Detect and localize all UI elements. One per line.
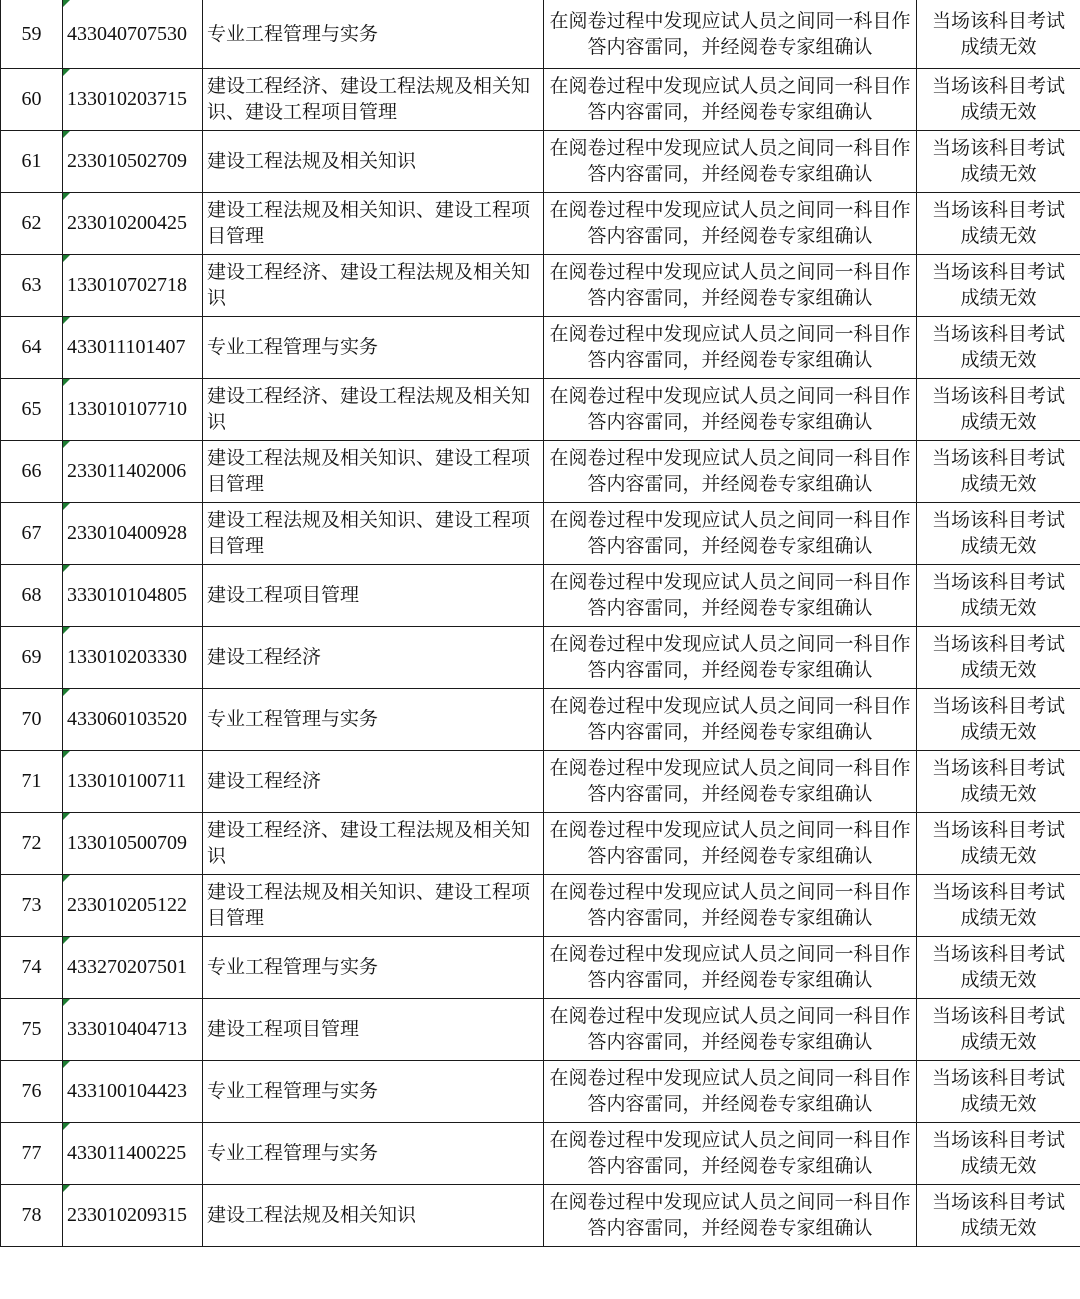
exam-subject: 建设工程法规及相关知识、建设工程项目管理 (203, 502, 544, 564)
violation-reason: 在阅卷过程中发现应试人员之间同一科目作答内容雷同，并经阅卷专家组确认 (544, 688, 917, 750)
row-number: 78 (1, 1184, 63, 1246)
candidate-id: 133010702718 (63, 254, 203, 316)
row-number: 69 (1, 626, 63, 688)
violation-reason: 在阅卷过程中发现应试人员之间同一科目作答内容雷同，并经阅卷专家组确认 (544, 812, 917, 874)
penalty-result: 当场该科目考试成绩无效 (917, 254, 1080, 316)
table-row (1, 440, 1080, 502)
candidate-id: 233011402006 (63, 440, 203, 502)
violation-reason: 在阅卷过程中发现应试人员之间同一科目作答内容雷同，并经阅卷专家组确认 (544, 564, 917, 626)
table-row (1, 936, 1080, 998)
table-row (1, 998, 1080, 1060)
table-row (1, 812, 1080, 874)
penalty-result: 当场该科目考试成绩无效 (917, 1184, 1080, 1246)
table-row (1, 378, 1080, 440)
violation-reason: 在阅卷过程中发现应试人员之间同一科目作答内容雷同，并经阅卷专家组确认 (544, 1184, 917, 1246)
exam-subject: 建设工程经济、建设工程法规及相关知识 (203, 812, 544, 874)
violation-reason: 在阅卷过程中发现应试人员之间同一科目作答内容雷同，并经阅卷专家组确认 (544, 316, 917, 378)
table-row (1, 316, 1080, 378)
row-number: 65 (1, 378, 63, 440)
penalty-result: 当场该科目考试成绩无效 (917, 192, 1080, 254)
table-row (1, 626, 1080, 688)
violation-reason: 在阅卷过程中发现应试人员之间同一科目作答内容雷同，并经阅卷专家组确认 (544, 502, 917, 564)
exam-subject: 建设工程项目管理 (203, 998, 544, 1060)
candidate-id: 433011101407 (63, 316, 203, 378)
penalty-result: 当场该科目考试成绩无效 (917, 750, 1080, 812)
penalty-result: 当场该科目考试成绩无效 (917, 68, 1080, 130)
table-body (1, 0, 1080, 1246)
exam-subject: 专业工程管理与实务 (203, 1122, 544, 1184)
exam-subject: 建设工程法规及相关知识 (203, 1184, 544, 1246)
exam-subject: 专业工程管理与实务 (203, 316, 544, 378)
penalty-result: 当场该科目考试成绩无效 (917, 1122, 1080, 1184)
table-row (1, 874, 1080, 936)
candidate-id: 233010200425 (63, 192, 203, 254)
candidate-id: 133010203715 (63, 68, 203, 130)
violation-reason: 在阅卷过程中发现应试人员之间同一科目作答内容雷同，并经阅卷专家组确认 (544, 1122, 917, 1184)
exam-subject: 建设工程法规及相关知识 (203, 130, 544, 192)
candidate-id: 433100104423 (63, 1060, 203, 1122)
table-row (1, 688, 1080, 750)
row-number: 64 (1, 316, 63, 378)
penalty-result: 当场该科目考试成绩无效 (917, 812, 1080, 874)
penalty-result: 当场该科目考试成绩无效 (917, 688, 1080, 750)
row-number: 67 (1, 502, 63, 564)
penalty-result: 当场该科目考试成绩无效 (917, 130, 1080, 192)
violation-reason: 在阅卷过程中发现应试人员之间同一科目作答内容雷同，并经阅卷专家组确认 (544, 130, 917, 192)
violation-reason: 在阅卷过程中发现应试人员之间同一科目作答内容雷同，并经阅卷专家组确认 (544, 936, 917, 998)
row-number: 60 (1, 68, 63, 130)
table-row (1, 1122, 1080, 1184)
candidate-id: 133010107710 (63, 378, 203, 440)
candidate-id: 433040707530 (63, 0, 203, 68)
table-row (1, 502, 1080, 564)
violation-reason: 在阅卷过程中发现应试人员之间同一科目作答内容雷同，并经阅卷专家组确认 (544, 254, 917, 316)
penalty-result: 当场该科目考试成绩无效 (917, 998, 1080, 1060)
candidate-id: 133010100711 (63, 750, 203, 812)
table-row (1, 1060, 1080, 1122)
table-row (1, 130, 1080, 192)
candidate-id: 233010209315 (63, 1184, 203, 1246)
violation-reason: 在阅卷过程中发现应试人员之间同一科目作答内容雷同，并经阅卷专家组确认 (544, 750, 917, 812)
table-row (1, 750, 1080, 812)
exam-subject: 建设工程经济 (203, 750, 544, 812)
violation-reason: 在阅卷过程中发现应试人员之间同一科目作答内容雷同，并经阅卷专家组确认 (544, 874, 917, 936)
candidate-id: 233010400928 (63, 502, 203, 564)
penalty-result: 当场该科目考试成绩无效 (917, 1060, 1080, 1122)
table-row (1, 0, 1080, 68)
violation-reason: 在阅卷过程中发现应试人员之间同一科目作答内容雷同，并经阅卷专家组确认 (544, 1060, 917, 1122)
row-number: 66 (1, 440, 63, 502)
exam-subject: 建设工程经济、建设工程法规及相关知识 (203, 254, 544, 316)
table-row (1, 68, 1080, 130)
table-row (1, 1184, 1080, 1246)
exam-subject: 建设工程法规及相关知识、建设工程项目管理 (203, 440, 544, 502)
violation-reason: 在阅卷过程中发现应试人员之间同一科目作答内容雷同，并经阅卷专家组确认 (544, 378, 917, 440)
row-number: 68 (1, 564, 63, 626)
exam-subject: 建设工程经济、建设工程法规及相关知识 (203, 378, 544, 440)
table-row (1, 254, 1080, 316)
exam-subject: 建设工程法规及相关知识、建设工程项目管理 (203, 874, 544, 936)
candidate-id: 333010404713 (63, 998, 203, 1060)
row-number: 62 (1, 192, 63, 254)
exam-subject: 建设工程法规及相关知识、建设工程项目管理 (203, 192, 544, 254)
exam-subject: 专业工程管理与实务 (203, 936, 544, 998)
exam-subject: 专业工程管理与实务 (203, 688, 544, 750)
row-number: 59 (1, 0, 63, 68)
penalty-result: 当场该科目考试成绩无效 (917, 0, 1080, 68)
exam-subject: 专业工程管理与实务 (203, 1060, 544, 1122)
row-number: 73 (1, 874, 63, 936)
penalty-result: 当场该科目考试成绩无效 (917, 378, 1080, 440)
row-number: 71 (1, 750, 63, 812)
exam-subject: 建设工程项目管理 (203, 564, 544, 626)
candidate-id: 233010502709 (63, 130, 203, 192)
row-number: 70 (1, 688, 63, 750)
candidate-id: 233010205122 (63, 874, 203, 936)
exam-subject: 专业工程管理与实务 (203, 0, 544, 68)
violation-reason: 在阅卷过程中发现应试人员之间同一科目作答内容雷同，并经阅卷专家组确认 (544, 998, 917, 1060)
candidate-id: 433270207501 (63, 936, 203, 998)
exam-subject: 建设工程经济 (203, 626, 544, 688)
violation-reason: 在阅卷过程中发现应试人员之间同一科目作答内容雷同，并经阅卷专家组确认 (544, 192, 917, 254)
row-number: 74 (1, 936, 63, 998)
row-number: 63 (1, 254, 63, 316)
violation-reason: 在阅卷过程中发现应试人员之间同一科目作答内容雷同，并经阅卷专家组确认 (544, 440, 917, 502)
row-number: 75 (1, 998, 63, 1060)
candidate-id: 133010203330 (63, 626, 203, 688)
row-number: 77 (1, 1122, 63, 1184)
row-number: 61 (1, 130, 63, 192)
violation-reason: 在阅卷过程中发现应试人员之间同一科目作答内容雷同，并经阅卷专家组确认 (544, 0, 917, 68)
violation-reason: 在阅卷过程中发现应试人员之间同一科目作答内容雷同，并经阅卷专家组确认 (544, 626, 917, 688)
table-row (1, 564, 1080, 626)
row-number: 72 (1, 812, 63, 874)
violation-reason: 在阅卷过程中发现应试人员之间同一科目作答内容雷同，并经阅卷专家组确认 (544, 68, 917, 130)
candidate-id: 433060103520 (63, 688, 203, 750)
penalty-result: 当场该科目考试成绩无效 (917, 316, 1080, 378)
table-row (1, 192, 1080, 254)
penalty-result: 当场该科目考试成绩无效 (917, 564, 1080, 626)
penalty-result: 当场该科目考试成绩无效 (917, 874, 1080, 936)
penalty-result: 当场该科目考试成绩无效 (917, 626, 1080, 688)
penalty-result: 当场该科目考试成绩无效 (917, 936, 1080, 998)
candidate-id: 433011400225 (63, 1122, 203, 1184)
exam-subject: 建设工程经济、建设工程法规及相关知识、建设工程项目管理 (203, 68, 544, 130)
candidate-id: 333010104805 (63, 564, 203, 626)
penalty-result: 当场该科目考试成绩无效 (917, 440, 1080, 502)
row-number: 76 (1, 1060, 63, 1122)
penalty-result: 当场该科目考试成绩无效 (917, 502, 1080, 564)
candidate-id: 133010500709 (63, 812, 203, 874)
